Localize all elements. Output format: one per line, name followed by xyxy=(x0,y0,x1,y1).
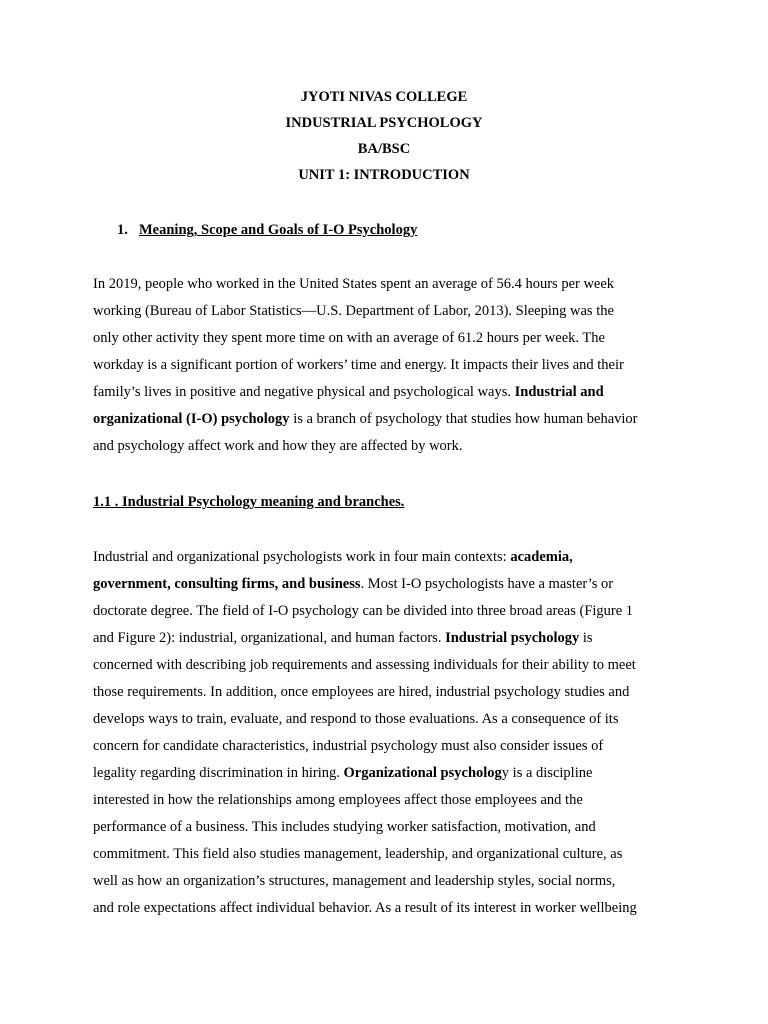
bold-term: Organizational psycholog xyxy=(343,765,502,781)
paragraph-line xyxy=(93,760,693,787)
section-number: 1. xyxy=(117,222,128,238)
text-run: y is a discipline xyxy=(501,765,593,781)
subject-title: INDUSTRIAL PSYCHOLOGY xyxy=(285,115,483,131)
paragraph-line: only other activity they spent more time on with an average of 61.2 hours per week. The xyxy=(93,330,605,346)
course-name: BA/BSC xyxy=(357,141,411,157)
paragraph-line xyxy=(93,625,693,652)
paragraph-line: concerned with describing job requirements and assessing individuals for their ability to meet xyxy=(93,657,636,673)
bold-term: Industrial and xyxy=(514,384,604,400)
bold-term: organizational (I-O) psychology xyxy=(93,411,290,427)
paragraph-line: and role expectations affect individual behavior. As a result of its interest in worker wellbeing xyxy=(93,900,637,916)
section-title: Meaning, Scope and Goals of I-O Psychology xyxy=(139,222,418,238)
paragraph-line: workday is a significant portion of workers’ time and energy. It impacts their lives and their xyxy=(93,357,624,373)
paragraph-line: performance of a business. This includes studying worker satisfaction, motivation, and xyxy=(93,819,596,835)
paragraph-line: doctorate degree. The field of I-O psychology can be divided into three broad areas (Figure 1 xyxy=(93,603,634,619)
intro-paragraph xyxy=(93,271,693,460)
paragraph-line: and psychology affect work and how they are affected by work. xyxy=(93,438,463,454)
unit-title: UNIT 1: INTRODUCTION xyxy=(298,167,470,183)
bold-term: government, consulting firms, and business xyxy=(93,576,361,592)
subsection-heading-1-1: 1.1 . Industrial Psychology meaning and branches. xyxy=(93,494,405,510)
paragraph-line xyxy=(93,544,693,571)
paragraph-line xyxy=(93,406,693,433)
text-run: is xyxy=(579,630,593,646)
section-heading-1 xyxy=(117,220,417,240)
paragraph-line xyxy=(93,379,693,406)
text-run: . Most I-O psychologists have a master’s or xyxy=(360,576,614,592)
text-run: legality regarding discrimination in hiring. xyxy=(93,765,344,781)
text-run: and Figure 2): industrial, organizational, and human factors. xyxy=(93,630,446,646)
document-header xyxy=(0,87,768,191)
paragraph-line: concern for candidate characteristics, industrial psychology must also consider issues of xyxy=(93,738,604,754)
paragraph-line xyxy=(93,571,693,598)
paragraph-line: interested in how the relationships among employees affect those employees and the xyxy=(93,792,583,808)
paragraph-line: develops ways to train, evaluate, and respond to those evaluations. As a consequence of its xyxy=(93,711,619,727)
college-name: JYOTI NIVAS COLLEGE xyxy=(300,89,468,105)
text-run: Industrial and organizational psychologists work in four main contexts: xyxy=(93,549,511,565)
paragraph-line: commitment. This field also studies management, leadership, and organizational culture, as xyxy=(93,846,623,862)
paragraph-line: those requirements. In addition, once employees are hired, industrial psychology studies and xyxy=(93,684,630,700)
branches-paragraph xyxy=(93,544,693,922)
paragraph-line: well as how an organization’s structures, management and leadership styles, social norms, xyxy=(93,873,616,889)
text-run: is a branch of psychology that studies how human behavior xyxy=(289,411,638,427)
text-run: family’s lives in positive and negative physical and psychological ways. xyxy=(93,384,515,400)
paragraph-line: In 2019, people who worked in the United States spent an average of 56.4 hours per week xyxy=(93,276,615,292)
bold-term: Industrial psychology xyxy=(445,630,580,646)
paragraph-line: working (Bureau of Labor Statistics—U.S. Department of Labor, 2013). Sleeping was the xyxy=(93,303,614,319)
bold-term: academia, xyxy=(510,549,573,565)
